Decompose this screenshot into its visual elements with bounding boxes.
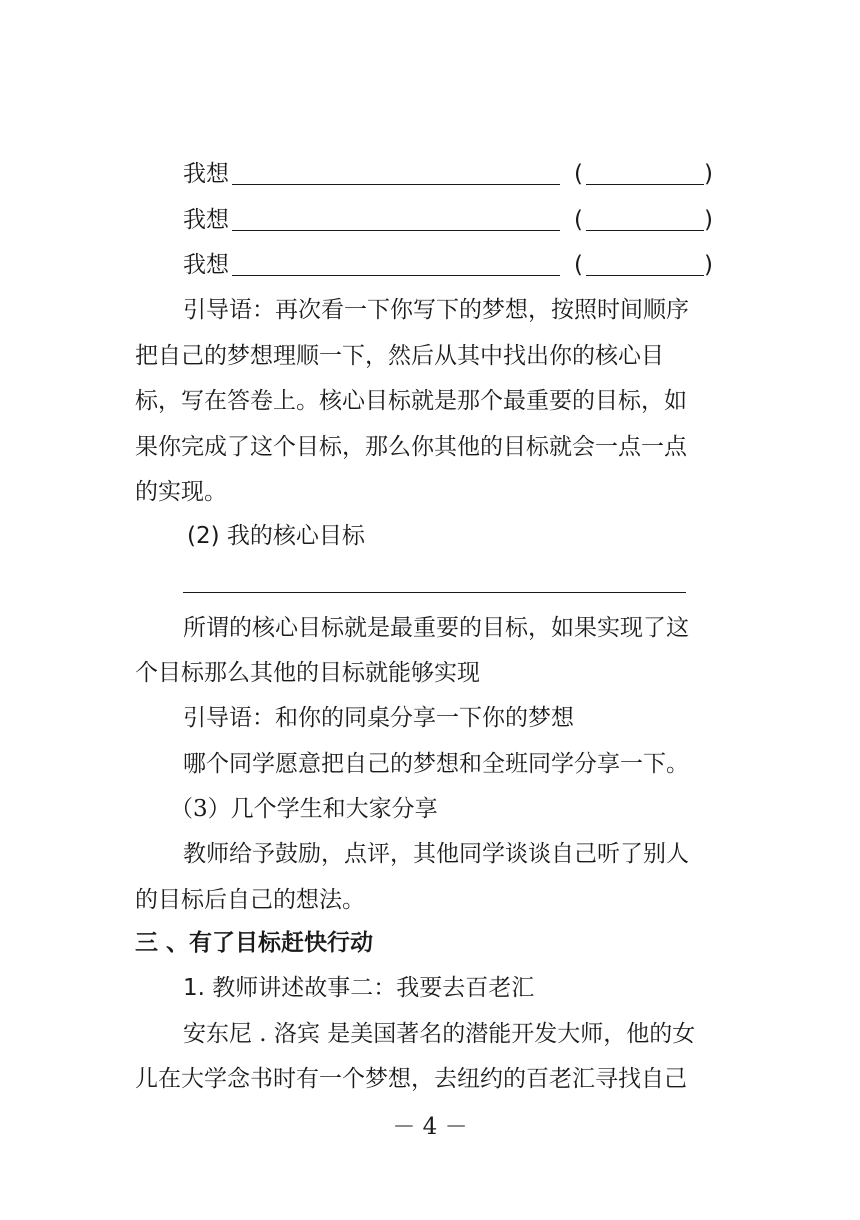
wish-year-blank-3[interactable] (586, 275, 704, 276)
section-heading: 三 、有了目标赶快行动 (135, 930, 374, 956)
share-prompt: 哪个同学愿意把自己的梦想和全班同学分享一下。 (183, 751, 689, 777)
core-def-line: 所谓的核心目标就是最重要的目标，如果实现了这 (183, 615, 689, 641)
paren-close: ) (704, 207, 713, 233)
wish-row-1 (183, 157, 735, 191)
guide1-line: 把自己的梦想理顺一下，然后从其中找出你的核心目 (135, 343, 664, 369)
page-number: － 4 － (392, 1114, 468, 1140)
wish-row-3 (183, 248, 735, 282)
paren-open: ( (574, 252, 583, 278)
story-title: 1. 教师讲述故事二：我要去百老汇 (183, 975, 535, 1001)
wish-year-blank-1[interactable] (586, 184, 704, 185)
paren-close: ) (704, 252, 713, 278)
teacher-line: 教师给予鼓励，点评，其他同学谈谈自己听了别人 (183, 841, 689, 867)
wish-label: 我想 (183, 252, 229, 278)
guide1-line: 标，写在答卷上。核心目标就是那个最重要的目标，如 (135, 388, 687, 414)
guide1-line: 的实现。 (135, 479, 227, 505)
paren-open: ( (574, 161, 583, 187)
paren-close: ) (704, 161, 713, 187)
core-def-line: 个目标那么其他的目标就能够实现 (135, 660, 480, 686)
guide2-text: 引导语：和你的同桌分享一下你的梦想 (183, 705, 574, 731)
wish-label: 我想 (183, 161, 229, 187)
wish-blank-3[interactable] (232, 275, 560, 276)
wish-year-blank-2[interactable] (586, 230, 704, 231)
core-goal-label: (2) 我的核心目标 (187, 523, 365, 549)
wish-blank-1[interactable] (232, 184, 560, 185)
core-goal-blank[interactable] (183, 592, 686, 593)
wish-label: 我想 (183, 207, 229, 233)
step3-label: （3）几个学生和大家分享 (170, 796, 438, 822)
wish-blank-2[interactable] (232, 230, 560, 231)
story-line: 儿在大学念书时有一个梦想，去纽约的百老汇寻找自己 (135, 1066, 687, 1092)
teacher-line: 的目标后自己的想法。 (135, 887, 365, 913)
guide1-line: 引导语：再次看一下你写下的梦想，按照时间顺序 (183, 297, 689, 323)
story-line: 安东尼 . 洛宾 是美国著名的潜能开发大师，他的女 (183, 1021, 696, 1047)
wish-row-2 (183, 203, 735, 237)
guide1-line: 果你完成了这个目标，那么你其他的目标就会一点一点 (135, 434, 687, 460)
paren-open: ( (574, 207, 583, 233)
